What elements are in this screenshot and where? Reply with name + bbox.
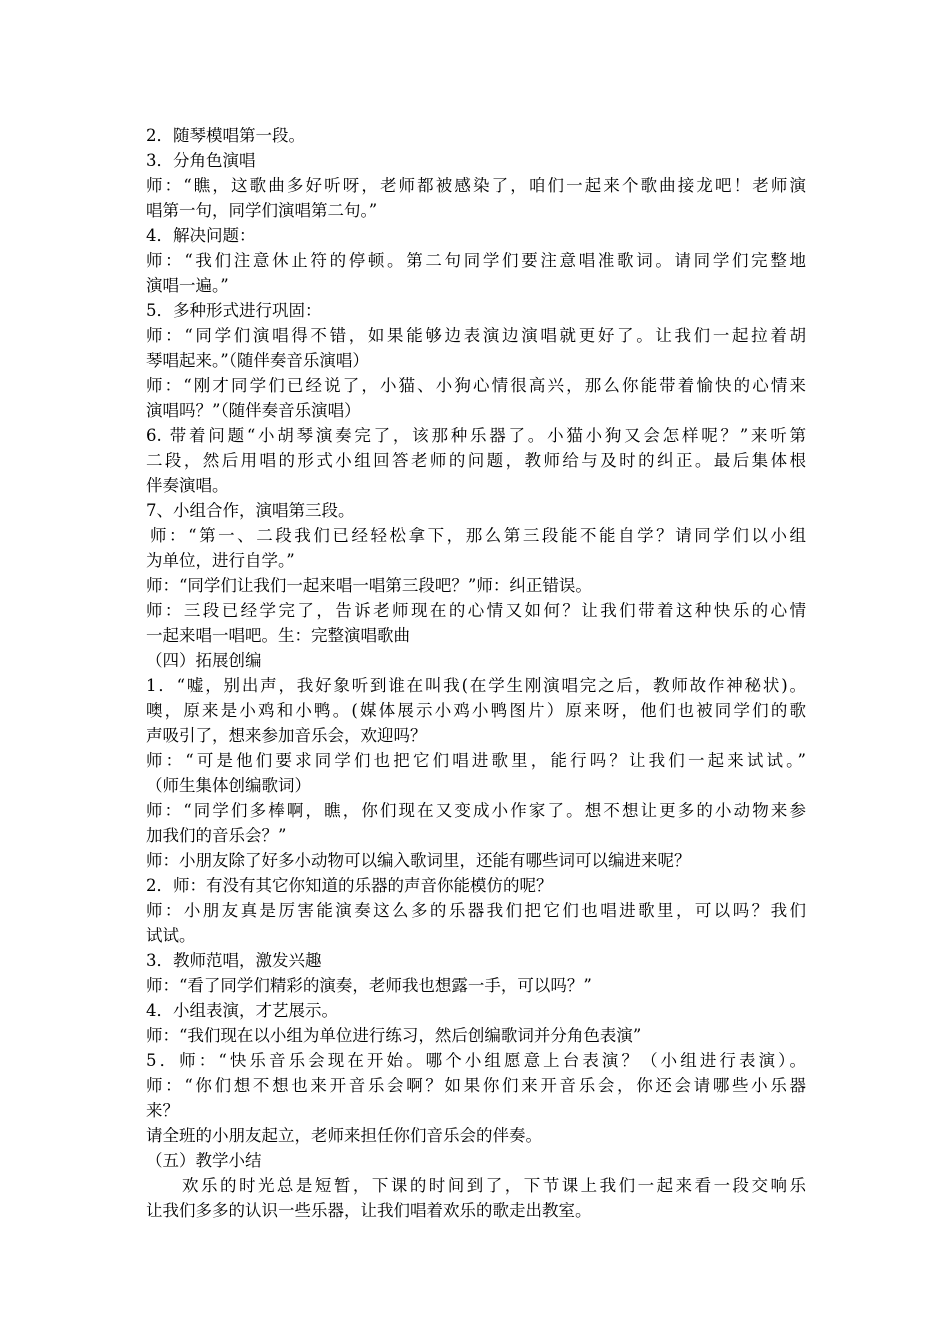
text-line: 二段，然后用唱的形式小组回答老师的问题，教师给与及时的纠正。最后集体根 xyxy=(146,451,806,470)
text-line: 演唱吗？”（随伴奏音乐演唱） xyxy=(146,401,361,420)
text-line: （四）拓展创编 xyxy=(146,651,262,670)
document-body xyxy=(146,123,806,1223)
text-line: 请全班的小朋友起立，老师来担任你们音乐会的伴奏。 xyxy=(146,1126,542,1145)
text-line: 3．教师范唱，激发兴趣 xyxy=(146,951,322,970)
text-line: 4．小组表演，才艺展示。 xyxy=(146,1001,338,1020)
text-line: 一起来唱一唱吧。生：完整演唱歌曲 xyxy=(146,626,410,645)
text-line: 琴唱起来。”（随伴奏音乐演唱） xyxy=(146,351,369,370)
text-line: 师：“同学们让我们一起来唱一唱第三段吧？”师：纠正错误。 xyxy=(146,576,592,595)
text-line: 师：“瞧，这歌曲多好听呀，老师都被感染了，咱们一起来个歌曲接龙吧！老师演 xyxy=(146,176,806,195)
text-line: 师：“同学们演唱得不错，如果能够边表演边演唱就更好了。让我们一起拉着胡 xyxy=(146,326,806,345)
text-line: 来？ xyxy=(146,1101,179,1120)
text-line: 师：“可是他们要求同学们也把它们唱进歌里，能行吗？让我们一起来试试。” xyxy=(146,751,806,770)
text-line: 声吸引了，想来参加音乐会，欢迎吗？ xyxy=(146,726,427,745)
text-line: 伴奏演唱。 xyxy=(146,476,229,495)
text-line: 师：“第一、二段我们已经轻松拿下，那么第三段能不能自学？请同学们以小组 xyxy=(150,526,806,545)
text-line: 5．多种形式进行巩固： xyxy=(146,301,322,320)
text-line: 让我们多多的认识一些乐器，让我们唱着欢乐的歌走出教室。 xyxy=(146,1201,592,1220)
text-line: 噢，原来是小鸡和小鸭。(媒体展示小鸡小鸭图片）原来呀，他们也被同学们的歌 xyxy=(146,701,806,720)
text-line: （师生集体创编歌词） xyxy=(146,776,311,795)
text-line: 5．师：“快乐音乐会现在开始。哪个小组愿意上台表演？（小组进行表演）。 xyxy=(146,1051,806,1070)
text-line: 为单位，进行自学。” xyxy=(146,551,295,570)
text-line: 2．师：有没有其它你知道的乐器的声音你能模仿的呢？ xyxy=(146,876,553,895)
text-line: 师：“我们注意休止符的停顿。第二句同学们要注意唱准歌词。请同学们完整地 xyxy=(146,251,806,270)
text-line: 欢乐的时光总是短暂，下课的时间到了，下节课上我们一起来看一段交响乐 xyxy=(182,1176,806,1195)
text-line: 师：“你们想不想也来开音乐会啊？如果你们来开音乐会，你还会请哪些小乐器 xyxy=(146,1076,806,1095)
text-line: 4．解决问题： xyxy=(146,226,256,245)
text-line: 3．分角色演唱 xyxy=(146,151,256,170)
text-line: （五）教学小结 xyxy=(146,1151,262,1170)
text-line: 1．“嘘，别出声，我好象听到谁在叫我(在学生刚演唱完之后，教师故作神秘状)。 xyxy=(146,676,806,695)
text-line: 师：三段已经学完了，告诉老师现在的心情又如何？让我们带着这种快乐的心情 xyxy=(146,601,806,620)
text-line: 7、小组合作，演唱第三段。 xyxy=(146,501,355,520)
text-line: 师：“刚才同学们已经说了，小猫、小狗心情很高兴，那么你能带着愉快的心情来 xyxy=(146,376,806,395)
text-line: 唱第一句，同学们演唱第二句。” xyxy=(146,201,378,220)
text-line: 师：“我们现在以小组为单位进行练习，然后创编歌词并分角色表演” xyxy=(146,1026,642,1045)
text-line: 师：小朋友除了好多小动物可以编入歌词里，还能有哪些词可以编进来呢？ xyxy=(146,851,691,870)
text-line: 6. 带着问题“小胡琴演奏完了，该那种乐器了。小猫小狗又会怎样呢？”来听第 xyxy=(146,426,806,445)
text-line: 2．随琴模唱第一段。 xyxy=(146,126,305,145)
text-line: 师：小朋友真是厉害能演奏这么多的乐器我们把它们也唱进歌里，可以吗？我们 xyxy=(146,901,806,920)
text-line: 师：“看了同学们精彩的演奏，老师我也想露一手，可以吗？” xyxy=(146,976,592,995)
text-line: 加我们的音乐会？” xyxy=(146,826,287,845)
text-line: 试试。 xyxy=(146,926,196,945)
text-line: 演唱一遍。” xyxy=(146,276,229,295)
text-line: 师：“同学们多棒啊，瞧，你们现在又变成小作家了。想不想让更多的小动物来参 xyxy=(146,801,806,820)
